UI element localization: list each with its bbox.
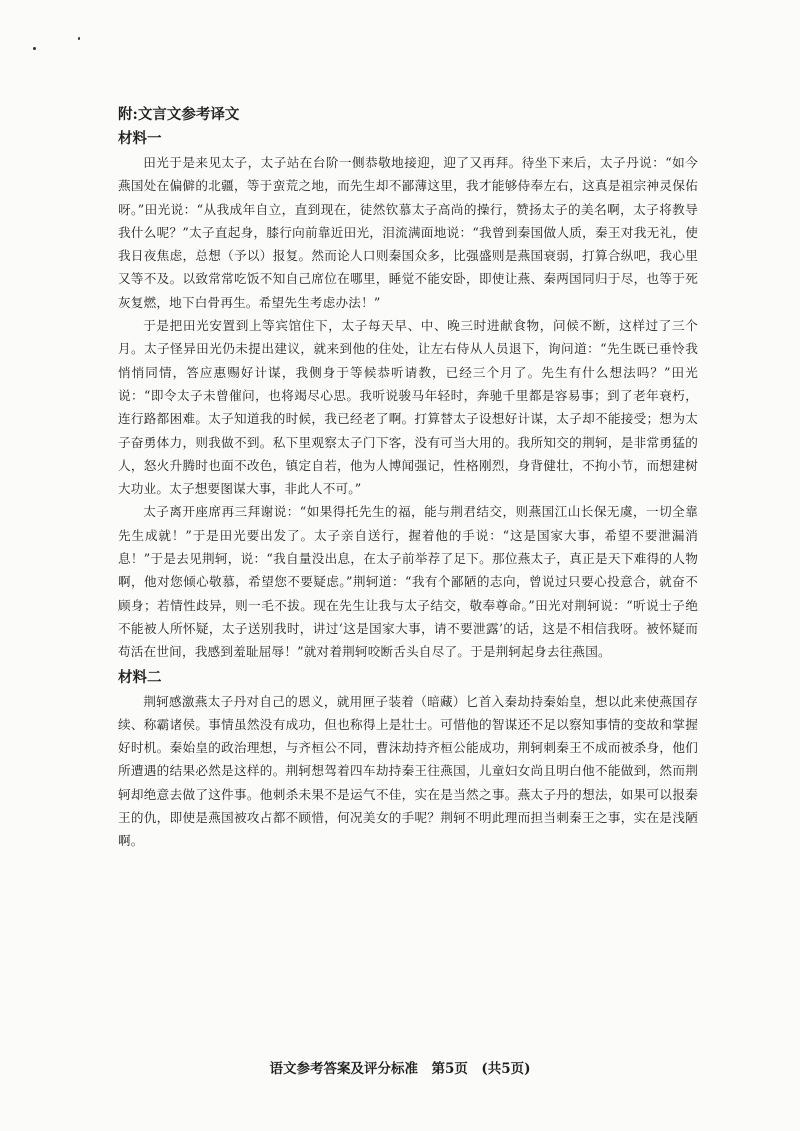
paragraph: 于是把田光安置到上等宾馆住下，太子每天早、中、晚三时进献食物，问候不断，这样过了三个月。太子怪异田光仍未提出建议，就来到他的住处，让左右侍从人员退下，询问道：“先生既已垂怜我悄悄同情，答应惠赐好计谋，我侧身于等候恭听请教，已经三个月了。先生有什么想法吗？”田光说：“即令太子未曾催问，也将竭尽心思。我听说骏马年轻时，奔驰千里都是容易事；到了老年衰朽，连行路都困难。太子知道我的时候，我已经老了啊。打算替太子设想好计谋，太子却不能接受；想为太子奋勇体力，则我做不到。私下里观察太子门下客，没有可当大用的。我所知交的荆轲，是非常勇猛的人，怒火升腾时也面不改色，镇定自若，他为人博闻强记，性格刚烈，身背健壮，不拘小节，而想建树大功业。太子想要图谋大事，非此人不可。” xyxy=(118,318,698,497)
section-title: 材料一 xyxy=(118,130,162,147)
document-heading: 附:文言文参考译文 xyxy=(118,106,240,123)
page-footer: 语文参考答案及评分标准 第5页 (共5页) xyxy=(269,1061,531,1077)
scan-speck xyxy=(78,37,80,40)
paragraph: 田光于是来见太子，太子站在台阶一侧恭敬地接迎，迎了又再拜。待坐下来后，太子丹说：“如今燕国处在偏僻的北疆，等于蛮荒之地，而先生却不鄙薄这里，我才能够侍奉左右，这真是祖宗神灵保佑呀。”田光说：“从我成年自立，直到现在，徒然钦慕太子高尚的操行，赞扬太子的美名啊，太子将教导我什么呢？”太子直起身，膝行向前靠近田光，泪流满面地说：“我曾到秦国做人质，秦王对我无礼，使我日夜焦虑，总想（予以）报复。然而论人口则秦国众多，比强盛则是燕国衰弱，打算合纵吧，我心里又等不及。以致常常吃饭不知自己席位在哪里，睡觉不能安卧，即使让燕、秦两国同归于尽，也等于死灰复燃，地下白骨再生。希望先生考虑办法！” xyxy=(118,155,698,310)
section-material-1 xyxy=(118,128,698,664)
section-material-2 xyxy=(118,667,698,853)
document-body xyxy=(118,104,698,853)
section-title: 材料二 xyxy=(118,668,162,686)
scan-speck xyxy=(33,47,36,50)
paragraph: 荆轲感激燕太子丹对自己的恩义，就用匣子装着（暗藏）匕首入秦劫持秦始皇，想以此来使燕国存续、称霸诸侯。事情虽然没有成功，但也称得上是壮士。可惜他的智谋还不足以察知事情的变故和掌握好时机。秦始皇的政治理想，与齐桓公不同，曹沫劫持齐桓公能成功，荆轲刺秦王不成而被杀身，他们所遭遇的结果必然是这样的。荆轲想驾着四车劫持秦王往燕国，儿童妇女尚且明白他不能做到，然而荆轲却绝意去做了这件事。他刺杀未果不是运气不佳，实在是当然之事。燕太子丹的想法，如果可以报秦王的仇，即使是燕国被攻占都不顾惜，何况美女的手呢？荆轲不明此理而担当刺秦王之事，实在是浅陋啊。 xyxy=(118,693,698,849)
paragraph: 太子离开座席再三拜谢说：“如果得托先生的福，能与荆君结交，则燕国江山长保无虞，一切全靠先生成就！”于是田光要出发了。太子亲自送行，握着他的手说：“这是国家大事，希望不要泄漏消息！”于是去见荆轲，说：“我自量没出息，在太子前举荐了足下。那位燕太子，真正是天下难得的人物啊，他对您倾心敬慕，希望您不要疑虑。”荆轲道：“我有个鄙陋的志向，曾说过只要心投意合，就奋不顾身；若情性歧异，则一毛不拔。现在先生让我与太子结交，敬奉尊命。”田光对荆轲说：“听说士子绝不能被人所怀疑，太子送别我时，讲过‘这是国家大事，请不要泄露’的话，这是不相信我呀。被怀疑而苟活在世间，我感到羞耻屈辱！”就对着荆轲咬断舌头自尽了。于是荆轲起身去往燕国。 xyxy=(118,504,698,660)
